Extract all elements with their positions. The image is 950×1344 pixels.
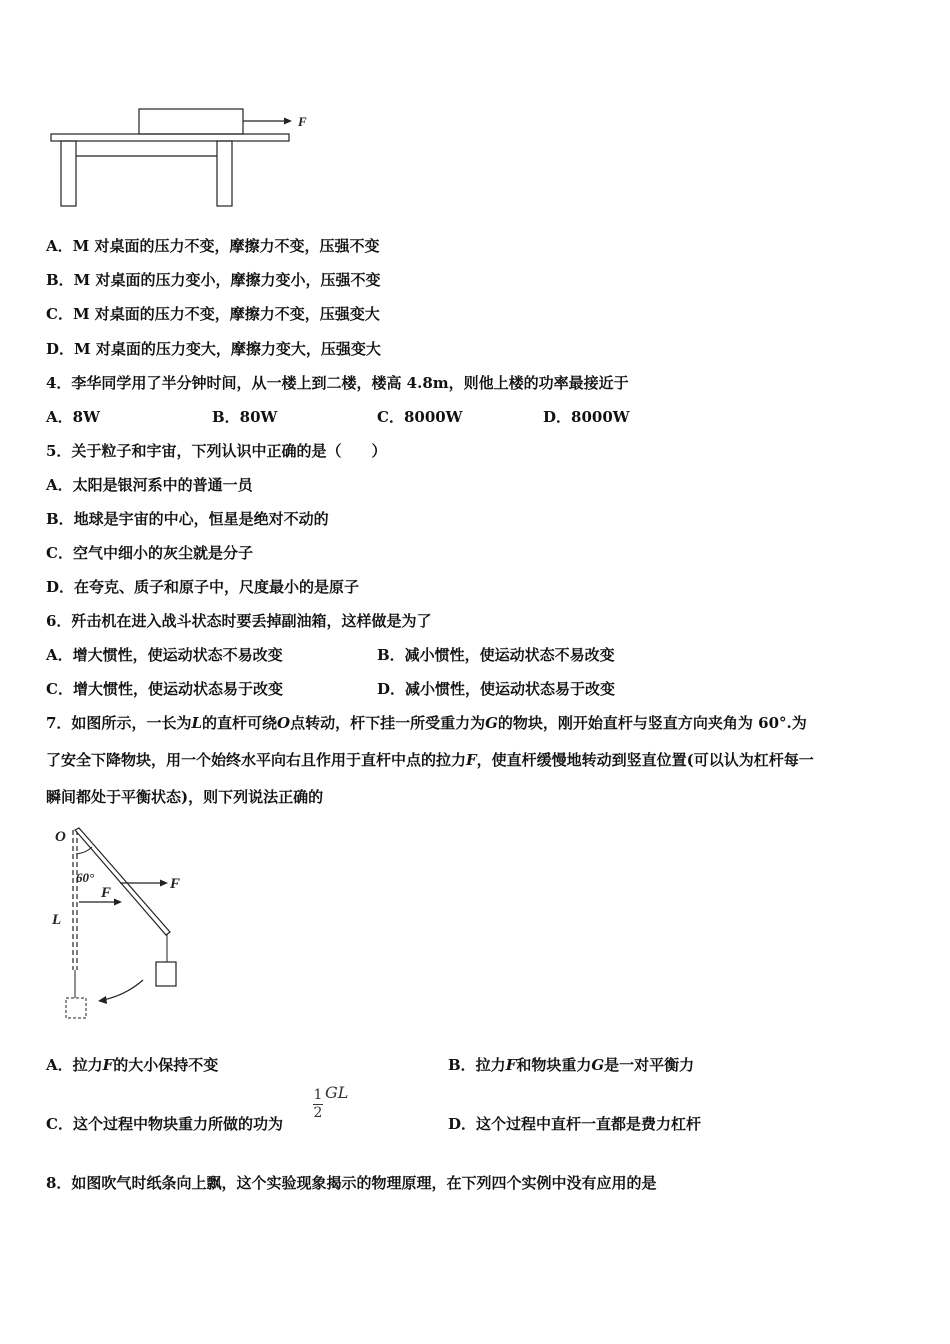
var-g: G [591,1056,605,1074]
q8-stem: 8．如图吹气时纸条向上飘，这个实验现象揭示的物理原理，在下列四个实例中没有应用的是 [46,1174,657,1192]
q6-stem: 6．歼击机在进入战斗状态时要丢掉副油箱，这样做是为了 [46,612,432,630]
q3-option-d[interactable]: D．M 对桌面的压力变大，摩擦力变大，压强变大 [46,340,381,358]
q7-text: 和物块重力 [516,1056,592,1074]
table-leg-right [217,141,232,206]
q3-option-a[interactable]: A．M 对桌面的压力不变，摩擦力不变，压强不变 [46,237,380,255]
block-final-position [66,998,86,1018]
q7-option-a[interactable] [46,1055,218,1075]
q7-stem-line2 [46,750,814,770]
table-top [51,134,289,141]
q4-option-a[interactable]: A．8W [46,408,100,426]
var-l: L [191,714,202,732]
fraction-numerator: 1 [313,1087,323,1103]
length-label: L [52,912,62,928]
q6-option-b[interactable]: B．减小惯性，使运动状态不易改变 [377,646,615,664]
q6-option-c[interactable]: C．增大惯性，使运动状态易于改变 [46,680,283,698]
force-arrowhead [160,880,168,887]
fraction [313,1088,323,1121]
force-label-right: F [170,876,181,892]
gl-expression: GL [325,1083,349,1102]
rotation-arrowhead [98,996,107,1004]
block-m [139,109,243,134]
var-o: O [277,714,291,732]
angle-arc [76,847,92,854]
q7-text: A．拉力 [46,1056,103,1074]
var-g: G [485,714,498,732]
q7-text: C．这个过程中物块重力所做的功为 [46,1115,283,1133]
work-fraction [311,1083,349,1121]
q7-text: ，使直杆缓慢地转动到竖直位置(可以认为杠杆每一 [476,751,814,769]
q4-option-d[interactable]: D．8000W [543,408,630,426]
q7-text: 的物块，刚开始直杆与竖直方向夹角为 60°.为 [497,714,807,732]
q6-option-d[interactable]: D．减小惯性，使运动状态易于改变 [377,680,616,698]
table-leg-left [61,141,76,206]
var-f: F [466,751,477,769]
q7-text: 点转动，杆下挂一所受重力为 [290,714,486,732]
q7-option-c[interactable] [46,1114,283,1134]
q5-option-a[interactable]: A．太阳是银河系中的普通一员 [46,476,253,494]
q4-stem: 4．李华同学用了半分钟时间，从一楼上到二楼，楼高 4.8m，则他上楼的功率最接近于 [46,374,629,392]
force-arrowhead [284,118,292,125]
var-f: F [505,1056,517,1074]
q7-stem-line1 [46,713,807,733]
q7-text: 的大小保持不变 [113,1056,219,1074]
var-f: F [102,1056,114,1074]
block-on-table-figure [44,100,324,212]
lever-rotation-figure [46,820,196,1030]
block-initial-position [156,962,176,986]
q3-option-b[interactable]: B．M 对桌面的压力变小，摩擦力变小，压强不变 [46,271,381,289]
q7-text: 是一对平衡力 [604,1056,695,1074]
rotation-arrow [103,980,143,1000]
force-label: F [298,114,307,129]
q7-text: 7．如图所示，一长为 [46,714,192,732]
q7-option-d[interactable]: D．这个过程中直杆一直都是费力杠杆 [448,1115,702,1133]
force-label-left: F [101,885,112,901]
pivot-label: O [55,829,66,845]
q7-text: B．拉力 [448,1056,506,1074]
q3-option-c[interactable]: C．M 对桌面的压力不变，摩擦力不变，压强变大 [46,305,380,323]
force-arrowhead [114,899,122,906]
q7-text: 的直杆可绕 [202,714,278,732]
q5-option-b[interactable]: B．地球是宇宙的中心，恒星是绝对不动的 [46,510,329,528]
q5-stem: 5．关于粒子和宇宙，下列认识中正确的是（ ） [46,442,387,460]
q5-option-d[interactable]: D．在夸克、质子和原子中，尺度最小的是原子 [46,578,360,596]
q7-text: 了安全下降物块，用一个始终水平向右且作用于直杆中点的拉力 [46,751,467,769]
q4-option-c[interactable]: C．8000W [377,408,463,426]
q7-option-b[interactable] [448,1055,694,1075]
angle-label: 60° [76,870,95,885]
q4-option-b[interactable]: B．80W [212,408,278,426]
q5-option-c[interactable]: C．空气中细小的灰尘就是分子 [46,544,253,562]
q7-stem-line3: 瞬间都处于平衡状态)，则下列说法正确的 [46,788,324,806]
fraction-denominator: 2 [313,1105,323,1121]
q6-option-a[interactable]: A．增大惯性，使运动状态不易改变 [46,646,283,664]
